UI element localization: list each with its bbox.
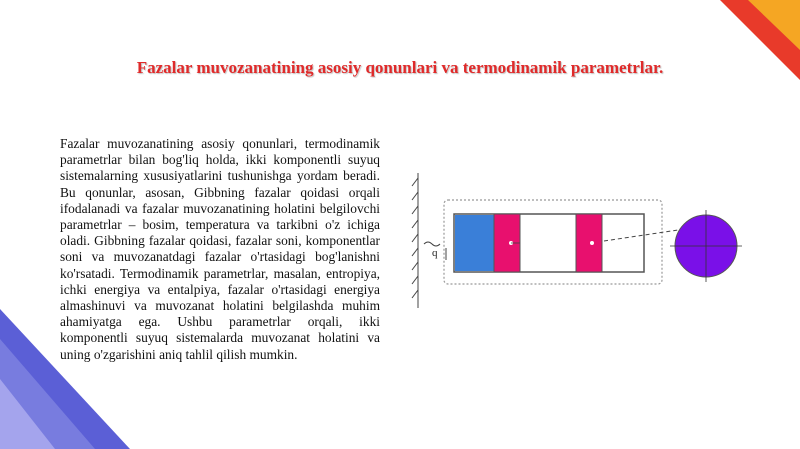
- piston-phase-diagram: [410, 168, 750, 318]
- blue-phase-region: [455, 215, 494, 271]
- piston-right: [576, 214, 602, 272]
- slide-body-text: Fazalar muvozanatining asosiy qonunlari, termodinamik parametrlar bilan bog'liq holda, ikki komponentli suyuq sistemalarning xususiyatlarini tushunishga yordam beradi. Bu qonunlar, asosan, Gibbning fazalar qoidasi orqali ifodalanadi va fazalar muvozanatining holatini belgilovchi parametrlar – bosim, temperatura va tarkibni o'z ichiga oladi. Gibbning fazalar qoidasi, fazalar soni, komponentlar soni va muvozanatdagi fazalar o'rtasidagi bog'lanishni ko'rsatadi. Termodinamik parametrlar, masalan, entropiya, ichki energiya va entalpiya, fazalar o'rtasidagi energiya almashinuvi va muvozanat holatini belgilashda muhim ahamiyatga ega. Ushbu parametrlar orqali, ikki komponentli suyuq sistemalarda muvozanat holatini va uning o'zgarishini aniq tahlil qilish mumkin.: [60, 136, 380, 362]
- input-wave: [424, 242, 440, 246]
- wall-hatching: [412, 173, 418, 308]
- heat-label: q: [432, 247, 438, 259]
- slide-title: Fazalar muvozanatining asosiy qonunlari va termodinamik parametrlar.: [136, 58, 664, 77]
- piston-right-pin: [590, 241, 594, 245]
